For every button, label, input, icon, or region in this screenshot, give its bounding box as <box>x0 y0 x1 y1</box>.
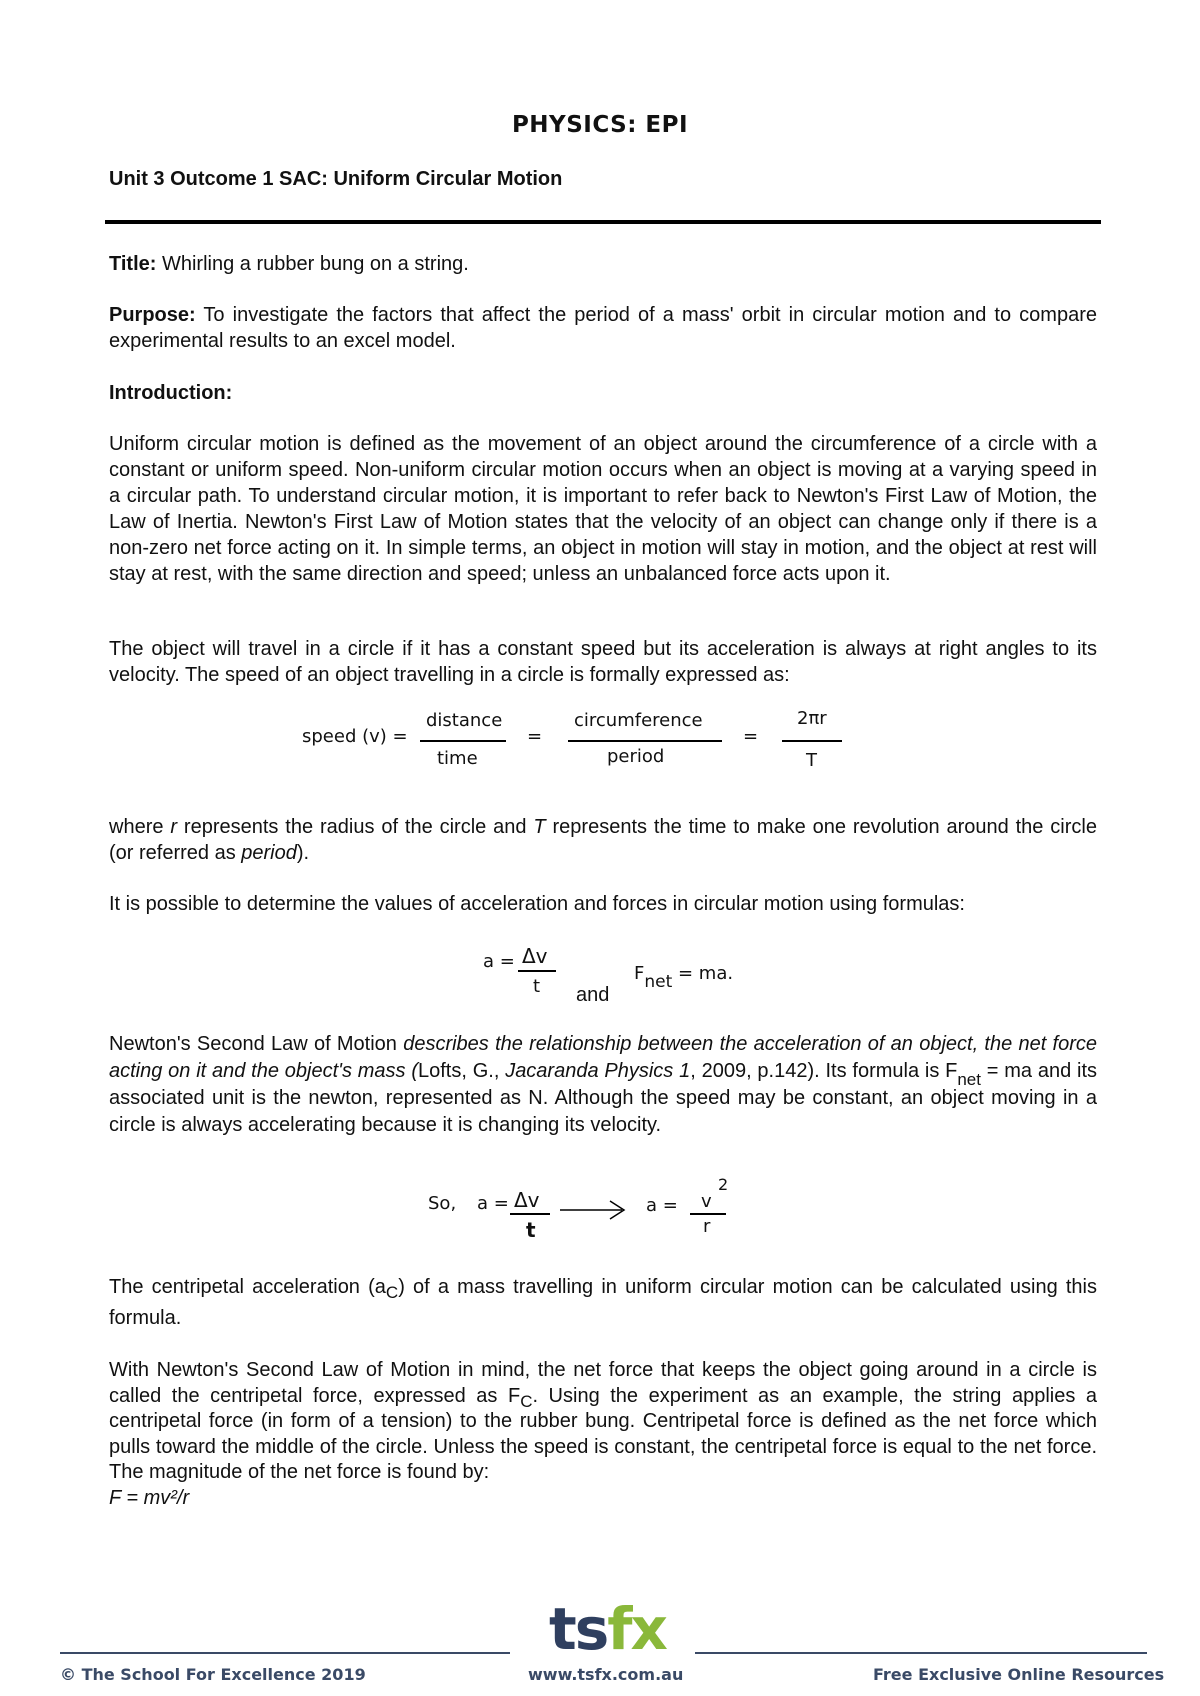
speed-equals-1: = <box>527 726 543 747</box>
speed-lhs: speed (v) = <box>302 726 408 747</box>
paragraph-centripetal-force <box>109 1358 1097 1511</box>
so-frac-line <box>510 1213 550 1215</box>
so-den-r: r <box>703 1216 711 1237</box>
p6-c-subscript: C <box>385 1283 399 1302</box>
so-label: So, <box>428 1193 457 1214</box>
p7-text-a: With Newton's Second Law of Motion in mind, the net force that keeps the object going around in a circle is called the centripetal force, expressed as F <box>109 1359 1097 1407</box>
so-den-t: t <box>526 1218 536 1242</box>
so-squared: 2 <box>718 1175 729 1194</box>
p3-period-italic: period <box>241 842 297 864</box>
p3-text-c: represents the time to make one revolution around the circle (or referred as <box>109 816 1097 864</box>
p3-text-a: where <box>109 816 171 838</box>
speed-den-time: time <box>437 748 478 769</box>
logo-fx: fx <box>607 1595 666 1663</box>
speed-den-period: period <box>607 746 665 767</box>
accel-lhs: a = <box>483 951 515 972</box>
speed-equals-2: = <box>743 726 759 747</box>
tsfx-logo <box>549 1595 666 1663</box>
paragraph-2-text: The object will travel in a circle if it has a constant speed but its acceleration is always at right angles to its velocity. The speed of an object travelling in a circle is formally expressed as: <box>109 638 1097 686</box>
p5-text-a: Newton's Second Law of Motion <box>109 1033 404 1055</box>
paragraph-radius-period <box>109 814 1097 866</box>
so-num-v: v <box>701 1191 712 1212</box>
accel-frac-line <box>518 970 556 972</box>
paragraph-second-law <box>109 1031 1097 1138</box>
so-a-rhs: a = <box>646 1195 678 1216</box>
speed-frac-line-1 <box>420 740 506 742</box>
paragraph-uniform-motion <box>109 431 1097 587</box>
introduction-label: Introduction: <box>109 382 233 404</box>
speed-frac-line-2 <box>568 740 722 742</box>
purpose-label: Purpose: <box>109 304 196 326</box>
p5-italic-definition: describes the relationship between the acceleration of an object, the net force acting on it and the object's mass ( <box>109 1033 1097 1082</box>
footer-rule-right <box>695 1652 1147 1654</box>
speed-num-distance: distance <box>426 710 503 731</box>
footer-rule-left <box>60 1652 510 1654</box>
accel-num-delta-v: Δv <box>522 944 548 968</box>
purpose-text: To investigate the factors that affect the period of a mass' orbit in circular motion and to compare experimental results to an excel model. <box>109 304 1097 352</box>
net-force-formula: F = mv²/r <box>109 1486 190 1509</box>
purpose-section <box>109 302 1097 354</box>
accel-den-t: t <box>533 976 541 997</box>
paragraph-speed-intro <box>109 636 1097 688</box>
introduction-heading <box>109 380 1097 406</box>
speed-num-2pir: 2πr <box>797 708 827 729</box>
document-title: PHYSICS: EPI <box>511 112 689 138</box>
title-text: Whirling a rubber bung on a string. <box>161 253 469 275</box>
so-a-lhs: a = <box>477 1193 509 1214</box>
speed-num-circumference: circumference <box>574 710 703 731</box>
p5-net-subscript: net <box>957 1069 981 1089</box>
p7-text-b: . Using the experiment as an example, the string applies a centripetal force (in form of a tension) to the rubber bung. Centripetal force is defined as the net force which pulls toward the middle of the circle. Unless the speed is constant, the centripetal force is equal to the net force. The magnitude of the net force is found by: <box>109 1384 1097 1483</box>
force-rhs: = ma. <box>678 963 734 984</box>
p3-var-r: r <box>170 816 178 838</box>
force-net-subscript: net <box>644 972 673 992</box>
so-frac-line-2 <box>690 1213 726 1215</box>
footer-url[interactable]: www.tsfx.com.au <box>528 1665 684 1684</box>
p3-text-d: ). <box>296 842 310 864</box>
implies-arrow-icon <box>558 1198 628 1222</box>
speed-den-T: T <box>806 750 817 771</box>
p7-c-subscript: C <box>520 1391 533 1411</box>
document-subtitle: Unit 3 Outcome 1 SAC: Uniform Circular Motion <box>109 168 563 190</box>
force-F: F <box>634 963 645 984</box>
title-line <box>109 251 1097 277</box>
p5-text-c: , 2009, p.142). Its formula is F <box>690 1059 958 1082</box>
p3-var-T: T <box>533 816 546 838</box>
logo-ts: ts <box>549 1595 608 1663</box>
paragraph-4-text: It is possible to determine the values of acceleration and forces in circular motion using formulas: <box>109 893 965 915</box>
footer-resources: Free Exclusive Online Resources <box>873 1665 1165 1684</box>
header-rule <box>105 220 1101 224</box>
force-net-eq <box>634 963 734 992</box>
footer-copyright: © The School For Excellence 2019 <box>60 1665 366 1684</box>
p5-citation-book: Jacaranda Physics 1 <box>505 1059 691 1082</box>
speed-frac-line-3 <box>782 740 842 742</box>
paragraph-centripetal-acceleration <box>109 1272 1097 1334</box>
accel-and: and <box>576 984 610 1006</box>
paragraph-formulas-intro <box>109 891 1097 917</box>
so-num-delta-v: Δv <box>514 1188 540 1212</box>
p3-text-b: represents the radius of the circle and <box>177 816 534 838</box>
title-label: Title: <box>109 253 157 275</box>
p6-text-a: The centripetal acceleration (a <box>109 1276 386 1298</box>
p5-text-d: = ma and its associated unit is the newton, represented as N. Although the speed may be constant, an object moving in a circle is always accelerating because it is changing its velocity. <box>109 1059 1098 1136</box>
p5-citation-author: Lofts, G., <box>418 1059 506 1082</box>
p6-text-b: ) of a mass travelling in uniform circular motion can be calculated using this formula. <box>109 1276 1097 1329</box>
paragraph-1-text: Uniform circular motion is defined as the movement of an object around the circumference of a circle with a constant or uniform speed. Non-uniform circular motion occurs when an object is moving at a varying speed in a circular path. To understand circular motion, it is important to refer back to Newton's First Law of Motion, the Law of Inertia. Newton's First Law of Motion states that the velocity of an object can change only if there is a non-zero net force acting on it. In simple terms, an object in motion will stay in motion, and the object at rest will stay at rest, with the same direction and speed; unless an unbalanced force acts upon it. <box>109 433 1097 585</box>
